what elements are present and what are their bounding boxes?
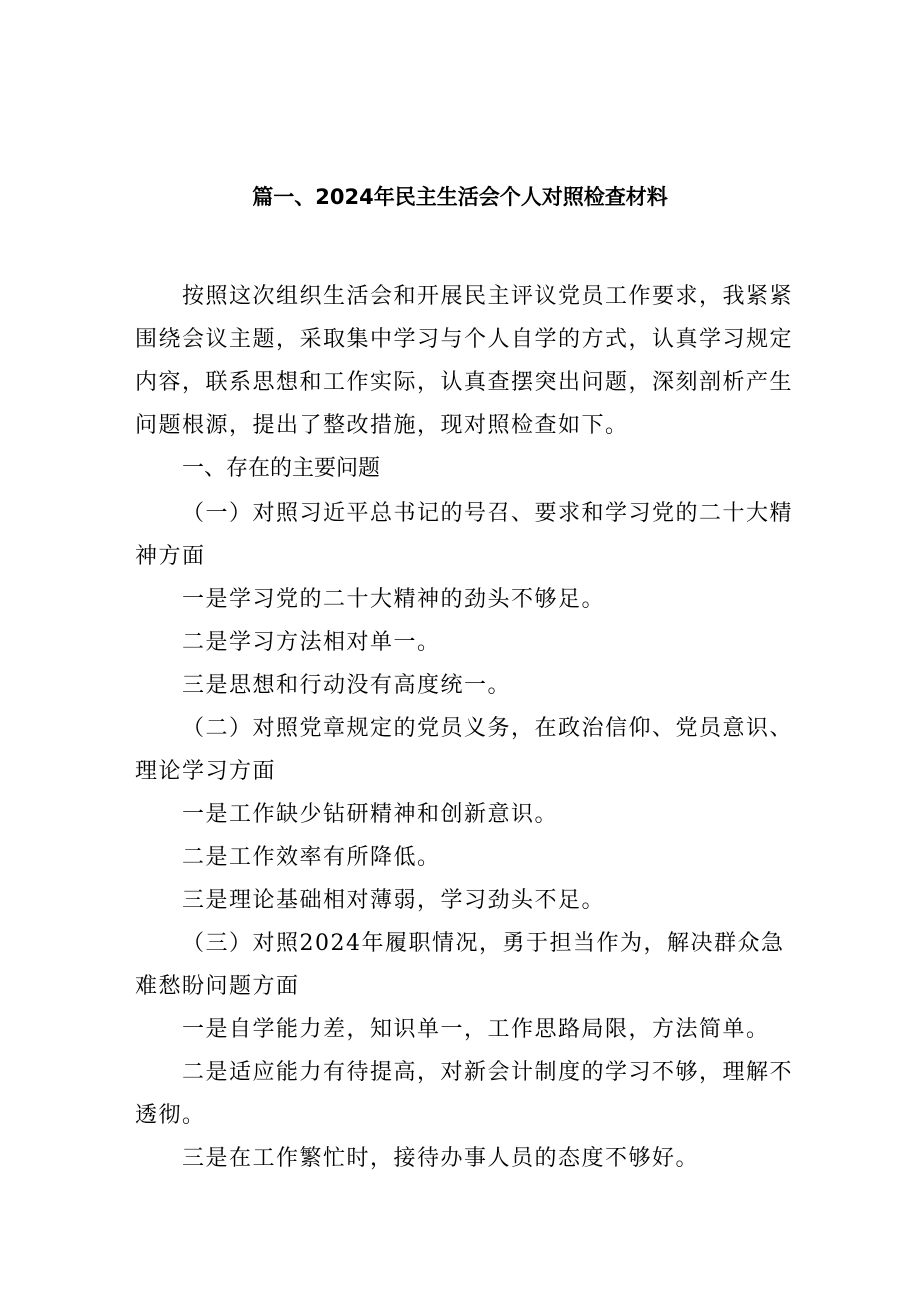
section-heading: 一、存在的主要问题: [182, 456, 381, 481]
intro-line: 内容，联系思想和工作实际，认真查摆突出问题，深刻剖析产生: [135, 370, 794, 395]
list-item: 一是工作缺少钻研精神和创新意识。: [182, 802, 559, 827]
list-item: 三是思想和行动没有高度统一。: [182, 673, 512, 698]
intro-line: 按照这次组织生活会和开展民主评议党员工作要求，我紧紧: [182, 284, 794, 309]
subsection-title-line: （一）对照习近平总书记的号召、要求和学习党的二十大精: [182, 501, 794, 526]
subsection-title-line: 难愁盼问题方面: [135, 974, 300, 999]
subsection-title-line: （三）对照2024年履职情况，勇于担当作为，解决群众急: [182, 931, 785, 956]
subsection-3-items: [135, 1008, 795, 1180]
subsection-1-items: [135, 578, 795, 707]
intro-paragraph: [135, 275, 795, 447]
document-title: 篇一、2024年民主生活会个人对照检查材料: [252, 185, 668, 209]
subsection-2: [135, 707, 795, 793]
list-item: 二是适应能力有待提高，对新会计制度的学习不够，理解不: [182, 1060, 794, 1085]
intro-line: 围绕会议主题，采取集中学习与个人自学的方式，认真学习规定: [135, 327, 794, 352]
subsection-title-line: 理论学习方面: [135, 759, 277, 784]
subsection-1: [135, 492, 795, 578]
list-item-continuation: 透彻。: [135, 1103, 206, 1128]
subsection-title-line: （二）对照党章规定的党员义务，在政治信仰、党员意识、: [182, 716, 794, 741]
list-item: 三是在工作繁忙时，接待办事人员的态度不够好。: [182, 1146, 700, 1171]
list-item: 一是学习党的二十大精神的劲头不够足。: [182, 587, 606, 612]
list-item: 一是自学能力差，知识单一，工作思路局限，方法简单。: [182, 1017, 770, 1042]
subsection-title-line: 神方面: [135, 544, 206, 569]
list-item: 三是理论基础相对薄弱，学习劲头不足。: [182, 888, 606, 913]
list-item: 二是学习方法相对单一。: [182, 630, 441, 655]
subsection-3: [135, 922, 795, 1008]
list-item: 二是工作效率有所降低。: [182, 845, 441, 870]
subsection-2-items: [135, 793, 795, 922]
intro-line: 问题根源，提出了整改措施，现对照检查如下。: [135, 413, 629, 438]
